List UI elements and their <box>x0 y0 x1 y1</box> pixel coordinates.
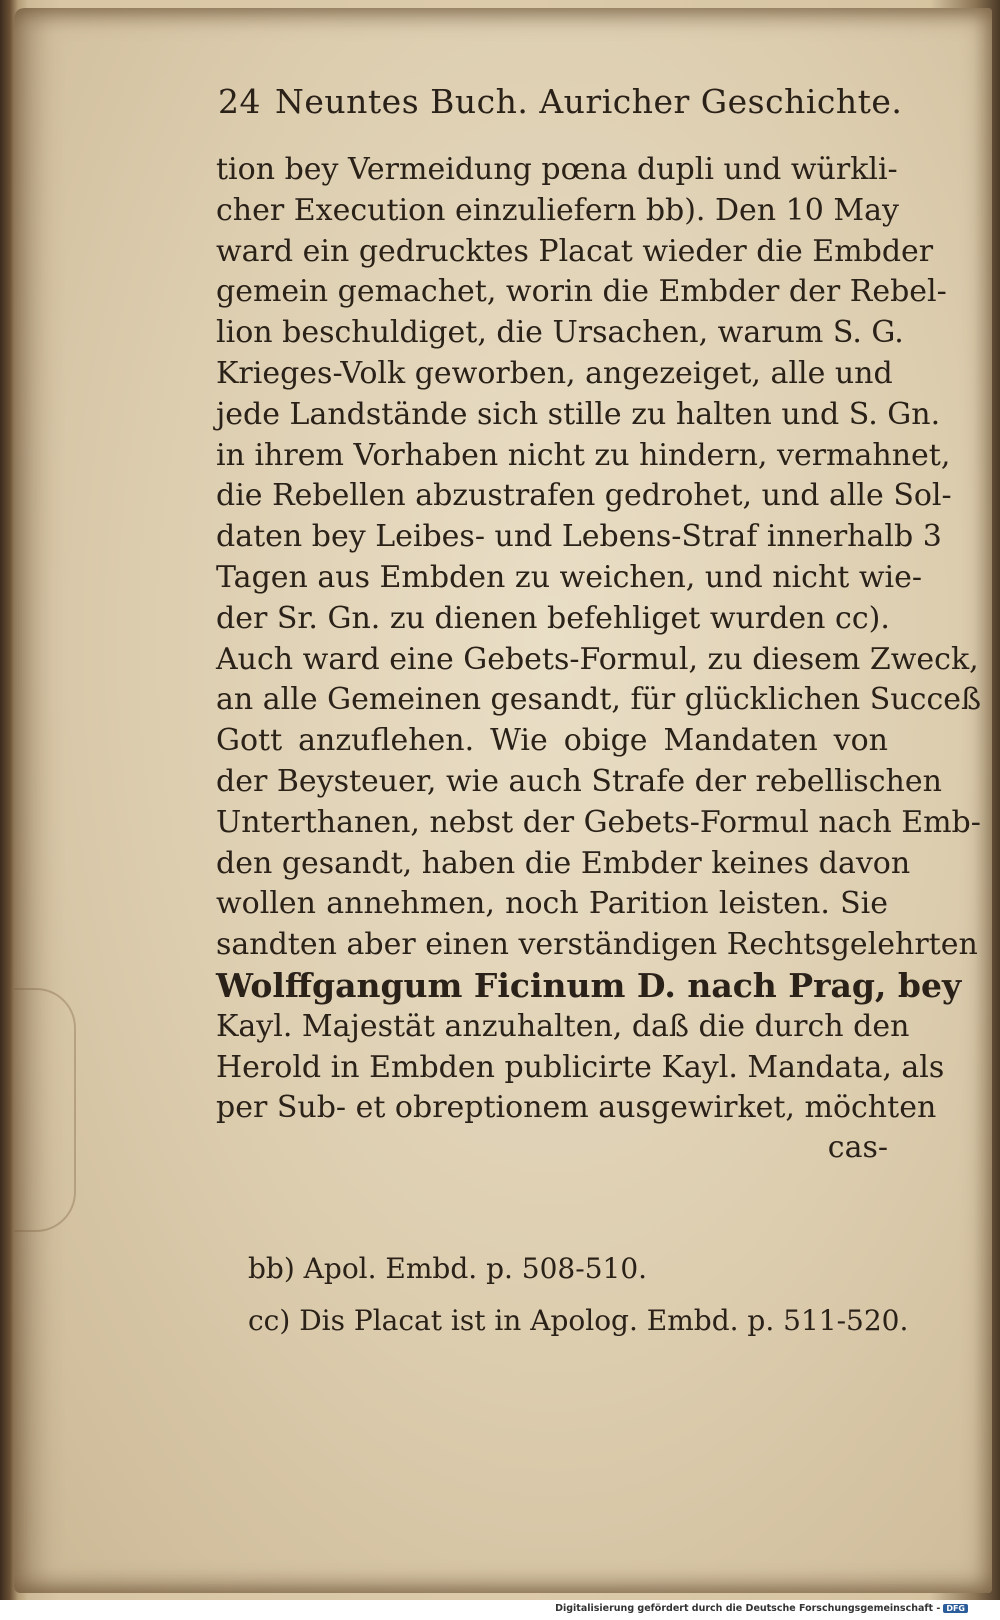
text-line: in ihrem Vorhaben nicht zu hindern, vermahnet, <box>216 437 951 473</box>
dfg-logo: DFG <box>943 1604 968 1613</box>
digitization-credit <box>555 1603 968 1614</box>
page-number: 24 <box>218 82 261 121</box>
text-line: tion bey Vermeidung pœna dupli und würkli- <box>216 152 898 187</box>
text-line: den gesandt, haben die Embder keines davon <box>216 845 911 881</box>
text-line: der Beysteuer, wie auch Strafe der rebellischen <box>216 763 942 799</box>
running-header <box>218 82 903 121</box>
text-line: daten bey Leibes- und Lebens-Straf innerhalb 3 <box>216 519 942 555</box>
text-line: Herold in Embden publicirte Kayl. Mandata, als <box>216 1049 945 1085</box>
text-line: wollen annehmen, noch Parition leisten. Sie <box>216 886 888 922</box>
footnotes <box>248 1252 908 1356</box>
text-line: Wolffgangum Ficinum D. nach Prag, bey <box>216 965 962 1005</box>
text-line: gemein gemachet, worin die Embder der Rebel- <box>216 274 947 310</box>
page-stain <box>14 988 76 1232</box>
footnote: bb) Apol. Embd. p. 508-510. <box>248 1252 648 1285</box>
body-text <box>216 150 982 1129</box>
credit-text: Digitalisierung gefördert durch die Deutsche Forschungsgemeinschaft - <box>555 1603 941 1614</box>
text-line: die Rebellen abzustrafen gedrohet, und alle Sol- <box>216 478 952 514</box>
text-line: lion beschuldiget, die Ursachen, warum S. G. <box>216 315 904 351</box>
text-line: Kayl. Majestät anzuhalten, daß die durch den <box>216 1008 910 1044</box>
text-line: per Sub- et obreptionem ausgewirket, möchten <box>216 1090 937 1126</box>
text-line: Krieges-Volk geworben, angezeiget, alle und <box>216 355 893 391</box>
text-line: cher Execution einzuliefern bb). Den 10 May <box>216 192 899 228</box>
text-line: Tagen aus Embden zu weichen, und nicht wie- <box>216 559 923 595</box>
text-line: Gott anzuflehen. Wie obige Mandaten von <box>216 723 888 759</box>
text-line: Auch ward eine Gebets-Formul, zu diesem Zweck, <box>216 641 979 677</box>
text-line: der Sr. Gn. zu dienen befehliget wurden cc). <box>216 600 890 636</box>
running-title: Neuntes Buch. Auricher Geschichte. <box>275 82 903 121</box>
text-line: ward ein gedrucktes Placat wieder die Embder <box>216 233 934 269</box>
catchword: cas- <box>827 1130 888 1165</box>
text-line: sandten aber einen verständigen Rechtsgelehrten <box>216 927 978 963</box>
footnote: cc) Dis Placat ist in Apolog. Embd. p. 511-520. <box>248 1304 909 1337</box>
text-line: Unterthanen, nebst der Gebets-Formul nach Emb- <box>216 804 981 840</box>
text-line: jede Landstände sich stille zu halten und S. Gn. <box>216 396 941 432</box>
text-line: an alle Gemeinen gesandt, für glücklichen Succeß <box>216 682 982 718</box>
